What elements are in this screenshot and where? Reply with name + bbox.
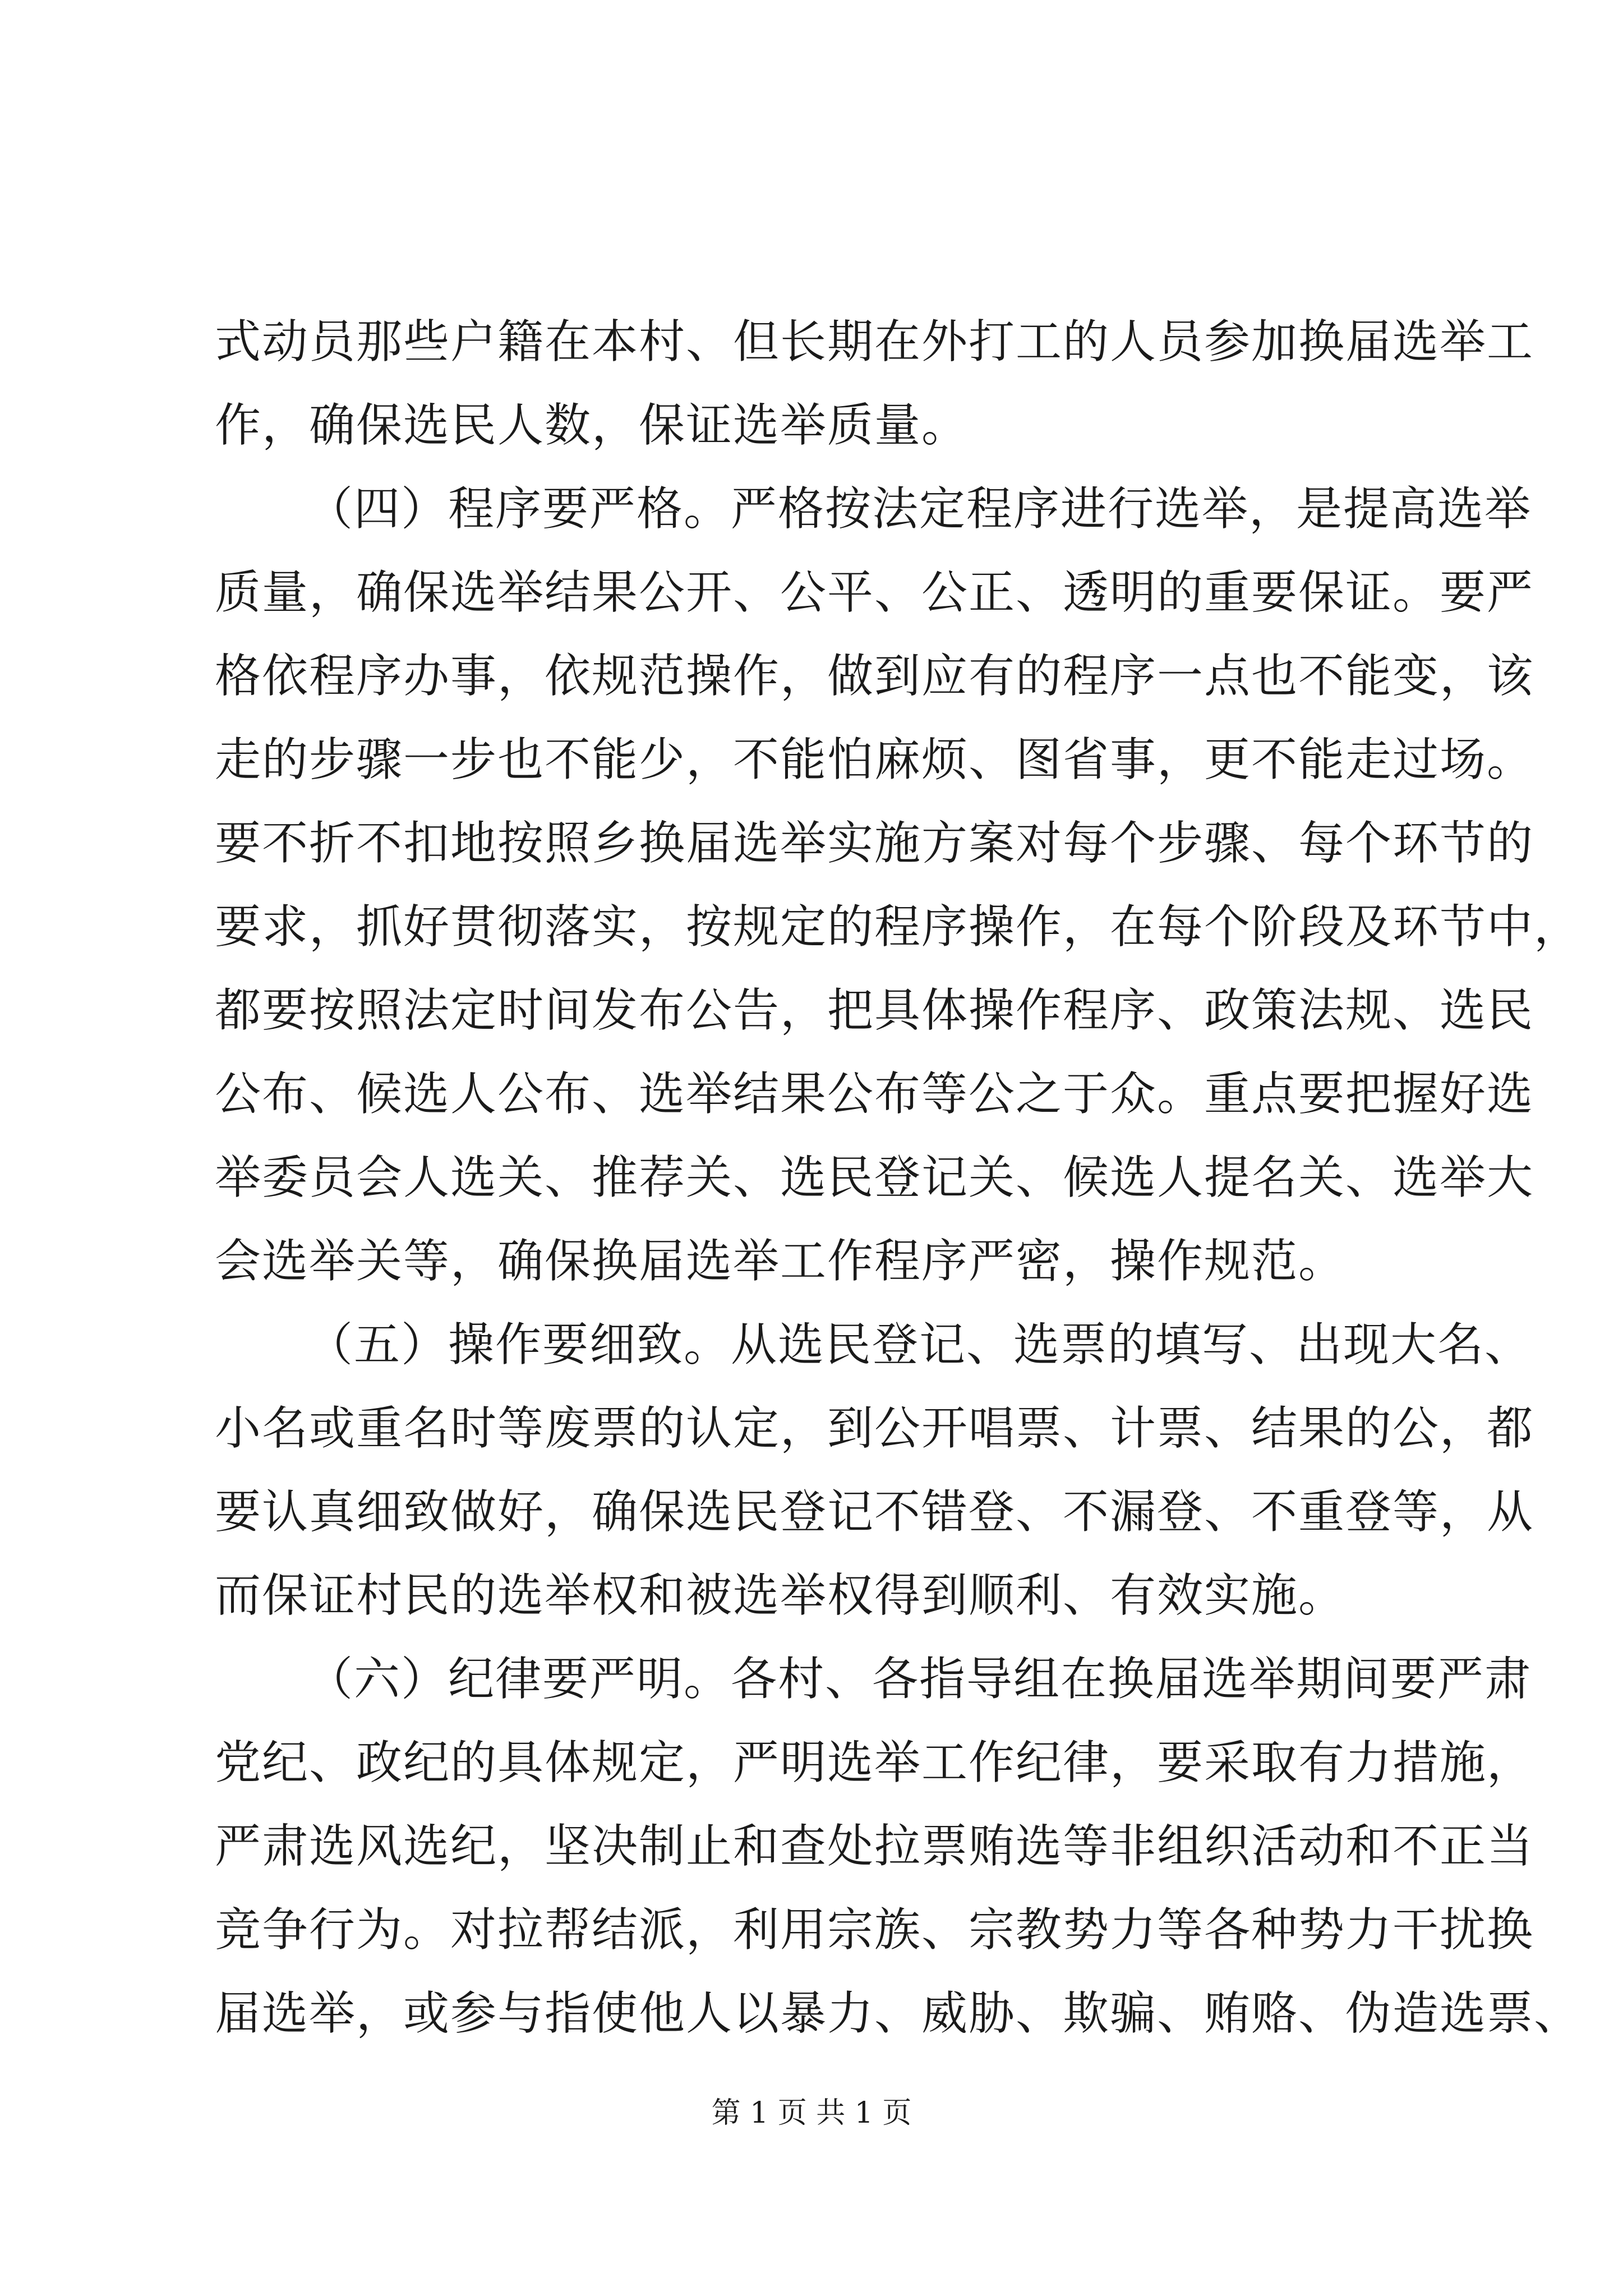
text-line: 走的步骤一步也不能少，不能怕麻烦、图省事，更不能走过场。 [215, 733, 1534, 786]
page-number-footer: 第 1 页 共 1 页 [711, 2096, 912, 2130]
text-line: 作，确保选民人数，保证选举质量。 [215, 399, 969, 452]
text-line: 式动员那些户籍在本村、但长期在外打工的人员参加换届选举工 [215, 315, 1534, 369]
text-line: 质量，确保选举结果公开、公平、公正、透明的重要保证。要严 [215, 566, 1534, 619]
text-line: 要认真细致做好，确保选民登记不错登、不漏登、不重登等，从 [215, 1485, 1534, 1539]
text-line: 竞争行为。对拉帮结派，利用宗族、宗教势力等各种势力干扰换 [215, 1903, 1534, 1957]
text-line: 要求，抓好贯彻落实，按规定的程序操作，在每个阶段及环节中， [215, 900, 1581, 954]
text-line: 届选举，或参与指使他人以暴力、威胁、欺骗、贿赂、伪造选票、 [215, 1987, 1581, 2040]
text-line: （六）纪律要严明。各村、各指导组在换届选举期间要严肃 [307, 1653, 1532, 1706]
text-line: （四）程序要严格。严格按法定程序进行选举，是提高选举 [307, 482, 1532, 536]
text-line: 会选举关等，确保换届选举工作程序严密，操作规范。 [215, 1235, 1346, 1288]
text-line: 格依程序办事，依规范操作，做到应有的程序一点也不能变，该 [215, 650, 1534, 703]
text-line: 公布、候选人公布、选举结果公布等公之于众。重点要把握好选 [215, 1068, 1534, 1121]
text-line: 小名或重名时等废票的认定，到公开唱票、计票、结果的公，都 [215, 1402, 1534, 1455]
text-line: 举委员会人选关、推荐关、选民登记关、候选人提名关、选举大 [215, 1151, 1534, 1204]
text-line: 而保证村民的选举权和被选举权得到顺利、有效实施。 [215, 1569, 1346, 1622]
text-line: 要不折不扣地按照乡换届选举实施方案对每个步骤、每个环节的 [215, 817, 1534, 870]
text-line: 严肃选风选纪，坚决制止和查处拉票贿选等非组织活动和不正当 [215, 1820, 1534, 1873]
document-body [215, 300, 1581, 2055]
text-line: 党纪、政纪的具体规定，严明选举工作纪律，要采取有力措施， [215, 1736, 1534, 1789]
text-line: （五）操作要细致。从选民登记、选票的填写、出现大名、 [307, 1318, 1532, 1372]
text-line: 都要按照法定时间发布公告，把具体操作程序、政策法规、选民 [215, 984, 1534, 1037]
